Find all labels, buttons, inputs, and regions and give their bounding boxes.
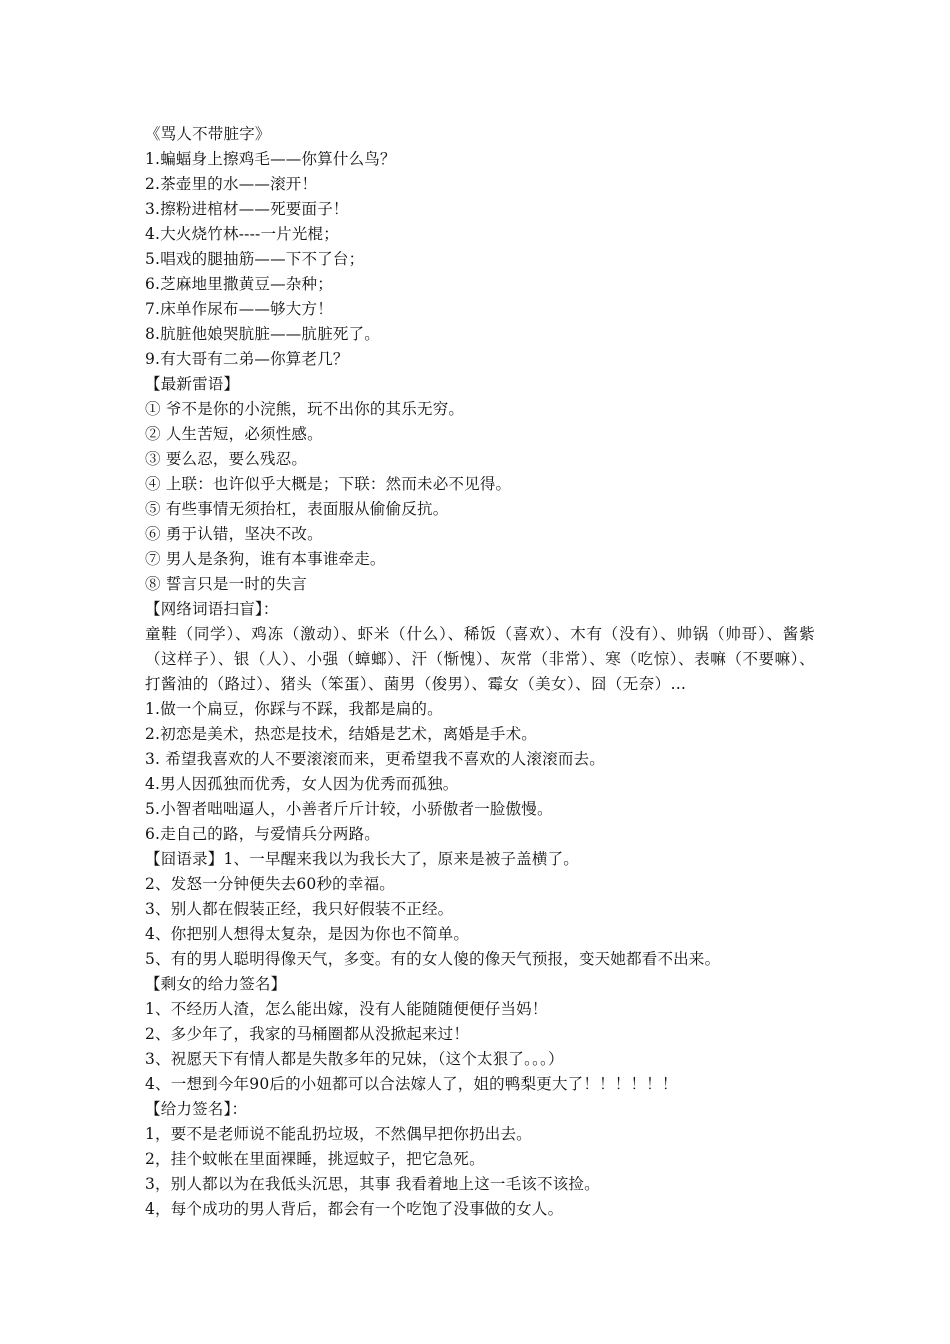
text-line: 3、别人都在假装正经，我只好假装不正经。 — [145, 900, 454, 918]
text-line: 5.小智者咄咄逼人，小善者斤斤计较，小骄傲者一脸傲慢。 — [145, 800, 553, 818]
text-line: 6.走自己的路，与爱情兵分两路。 — [145, 825, 380, 843]
text-line: 3，别人都以为在我低头沉思，其事 我看着地上这一毛该不该捡。 — [145, 1175, 600, 1193]
text-line: 3.擦粉进棺材——死要面子！ — [145, 200, 349, 218]
text-line: 7.床单作尿布——够大方！ — [145, 300, 333, 318]
text-line: 4.男人因孤独而优秀，女人因为优秀而孤独。 — [145, 775, 459, 793]
glossary-paragraph: 童鞋（同学）、鸡冻（激动）、虾米（什么）、稀饭（喜欢）、木有（没有）、帅锅（帅哥）、酱紫（这样子）、银（人）、小强（蟑螂）、汗（惭愧）、灰常（非常）、寒（吃惊）、表嘛（不要嘛）、打酱油的（路过）、猪头（笨蛋）、菌男（俊男）、霉女（美女）、囧（无奈）… — [145, 625, 815, 693]
section-heading: 【囧语录】1、一早醒来我以为我长大了，原来是被子盖横了。 — [145, 850, 579, 868]
text-line: 4、一想到今年90后的小妞都可以合法嫁人了，姐的鸭梨更大了！！！！！！ — [145, 1075, 678, 1093]
section-heading: 【剩女的给力签名】 — [145, 975, 287, 993]
text-line: 4.大火烧竹林----一片光棍； — [145, 225, 339, 243]
text-line: 2、发怒一分钟便失去60秒的幸福。 — [145, 875, 395, 893]
section-heading: 【最新雷语】 — [145, 375, 240, 393]
text-line: 8.肮脏他娘哭肮脏——肮脏死了。 — [145, 325, 380, 343]
section-heading: 【网络词语扫盲】： — [145, 600, 279, 618]
text-line: 6.芝麻地里撒黄豆—杂种； — [145, 275, 333, 293]
text-line: ② 人生苦短，必须性感。 — [145, 425, 323, 443]
text-line: 5.唱戏的腿抽筋——下不了台； — [145, 250, 365, 268]
text-line: 5、有的男人聪明得像天气，多变。有的女人傻的像天气预报，变天她都看不出来。 — [145, 950, 721, 968]
text-line: 1.做一个扁豆，你踩与不踩，我都是扁的。 — [145, 700, 443, 718]
section-heading: 【给力签名】： — [145, 1100, 248, 1118]
text-line: 3、祝愿天下有情人都是失散多年的兄妹，（这个太狠了。。。） — [145, 1050, 564, 1068]
text-line: 2.茶壶里的水——滚开！ — [145, 175, 318, 193]
text-line: 1、不经历人渣，怎么能出嫁，没有人能随随便便仔当妈！ — [145, 1000, 548, 1018]
text-line: 2.初恋是美术，热恋是技术，结婚是艺术，离婚是手术。 — [145, 725, 537, 743]
text-line: ⑦ 男人是条狗，谁有本事谁牵走。 — [145, 550, 386, 568]
text-line: 1.蝙蝠身上擦鸡毛——你算什么鸟？ — [145, 150, 396, 168]
text-line: 4、你把别人想得太复杂，是因为你也不简单。 — [145, 925, 470, 943]
text-line: 9.有大哥有二弟—你算老几？ — [145, 350, 349, 368]
text-line: ① 爷不是你的小浣熊，玩不出你的其乐无穷。 — [145, 400, 465, 418]
text-line: ④ 上联：也许似乎大概是；下联：然而未必不见得。 — [145, 475, 512, 493]
section-title: 《骂人不带脏字》 — [145, 125, 271, 143]
text-line: ⑥ 勇于认错，坚决不改。 — [145, 525, 323, 543]
text-line: 1，要不是老师说不能乱扔垃圾，不然偶早把你扔出去。 — [145, 1125, 532, 1143]
text-line: 2，挂个蚊帐在里面裸睡，挑逗蚊子，把它急死。 — [145, 1150, 485, 1168]
text-line: 4，每个成功的男人背后，都会有一个吃饱了没事做的女人。 — [145, 1200, 564, 1218]
text-line: ③ 要么忍，要么残忍。 — [145, 450, 308, 468]
text-line: ⑧ 誓言只是一时的失言 — [145, 575, 308, 593]
document-body — [145, 122, 815, 1222]
text-line: 3. 希望我喜欢的人不要滚滚而来，更希望我不喜欢的人滚滚而去。 — [145, 750, 605, 768]
text-line: 2、多少年了，我家的马桶圈都从没掀起来过！ — [145, 1025, 470, 1043]
text-line: ⑤ 有些事情无须抬杠，表面服从偷偷反抗。 — [145, 500, 449, 518]
